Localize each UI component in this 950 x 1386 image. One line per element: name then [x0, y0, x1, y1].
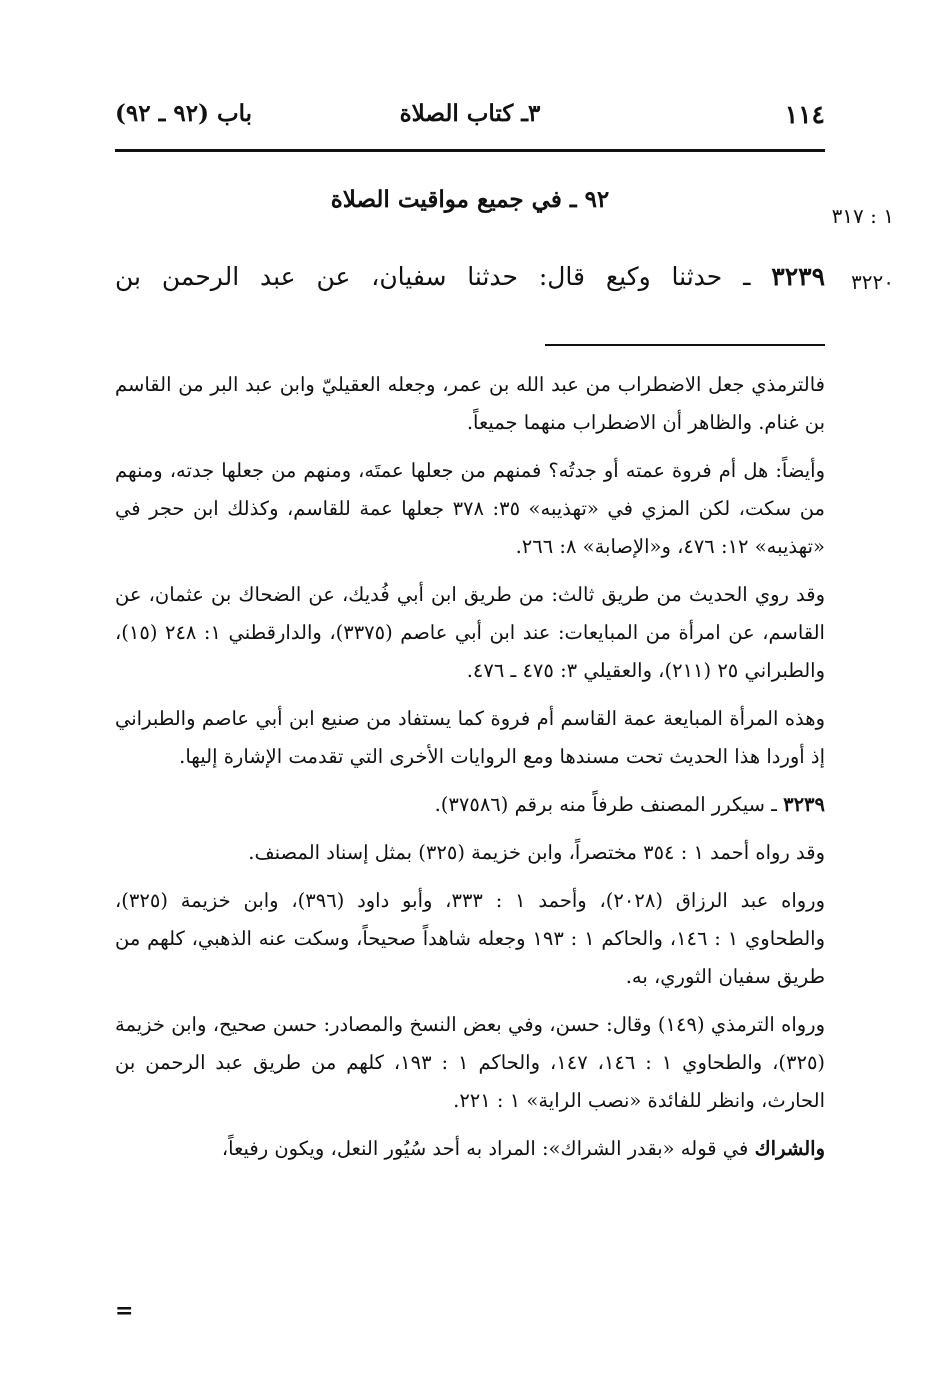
footnote-number: ٣٢٣٩: [783, 793, 825, 816]
footnote-paragraph: [115, 1130, 825, 1168]
footnote-lead-word: والشراك: [754, 1137, 825, 1160]
footnote-paragraph: وهذه المرأة المبايعة عمة القاسم أم فروة كما يستفاد من صنيع ابن أبي عاصم والطبراني إذ أوردا هذا الحديث تحت مسندها ومع الروايات الأخرى التي تقدمت الإشارة إليها.: [115, 707, 825, 768]
footnote-paragraph: فالترمذي جعل الاضطراب من عبد الله بن عمر، وجعله العقيليّ وابن عبد البر من القاسم بن غنام. والظاهر أن الاضطراب منهما جميعاً.: [115, 373, 825, 434]
hadith-text: [115, 262, 825, 291]
running-header: [115, 100, 825, 140]
footnote-paragraph: وأيضاً: هل أم فروة عمته أو جدتُه؟ فمنهم من جعلها عمتَه، ومنهم من جعلها جدته، ومنهم من سكت، لكن المزي في «تهذيبه» ٣٥: ٣٧٨ جعلها عمة للقاسم، وكذلك ابن حجر في «تهذيبه» ١٢: ٤٧٦، و«الإصابة» ٨: ٢٦٦.: [115, 459, 826, 558]
hadith-number: ٣٢٣٩: [771, 262, 825, 291]
footnote-paragraph: وقد رواه أحمد ١ : ٣٥٤ مختصراً، وابن خزيمة (٣٢٥) بمثل إسناد المصنف.: [248, 841, 825, 864]
chapter-heading: ٩٢ ـ في جميع مواقيت الصلاة: [330, 186, 610, 213]
footnotes: [115, 366, 825, 1178]
hadith-body: ـ حدثنا وكيع قال: حدثنا سفيان، عن عبد الرحمن بن: [115, 262, 751, 291]
page-number: ١١٤: [784, 100, 825, 129]
footnote-rule: [545, 344, 825, 346]
margin-reference-volume: ١ : ٣١٧: [831, 204, 894, 228]
book-title: ٣ـ كتاب الصلاة: [399, 100, 541, 127]
continuation-mark: =: [115, 1298, 134, 1324]
chapter-range: باب (٩٢ ـ ٩٢): [115, 100, 253, 127]
footnote-paragraph: ورواه عبد الرزاق (٢٠٢٨)، وأحمد ١ : ٣٣٣، وأبو داود (٣٩٦)، وابن خزيمة (٣٢٥)، والطحاوي ١ : ١٤٦، والحاكم ١ : ١٩٣ وجعله شاهداً صحيحاً، وسكت عنه الذهبي، كلهم من طريق سفيان الثوري، به.: [115, 889, 826, 988]
footnote-paragraph: ورواه الترمذي (١٤٩) وقال: حسن، وفي بعض النسخ والمصادر: حسن صحيح، وابن خزيمة (٣٢٥)، والطحاوي ١ : ١٤٦، ١٤٧، والحاكم ١ : ١٩٣، كلهم من طريق عبد الرحمن بن الحارث، وانظر للفائدة «نصب الراية» ١ : ٢٢١.: [115, 1013, 826, 1112]
footnote-text: ـ سيكرر المصنف طرفاً منه برقم (٣٧٥٨٦).: [434, 793, 784, 816]
header-rule: [115, 149, 825, 152]
footnote-text: في قوله «بقدر الشراك»: المراد به أحد سُيُور النعل، ويكون رفيعاً،: [221, 1137, 755, 1160]
footnote-paragraph: وقد روي الحديث من طريق ثالث: من طريق ابن أبي فُديك، عن الضحاك بن عثمان، عن القاسم، عن امرأة من المبايعات: عند ابن أبي عاصم (٣٣٧٥)، والدارقطني ١: ٢٤٨ (١٥)، والطبراني ٢٥ (٢١١)، والعقيلي ٣: ٤٧٥ ـ ٤٧٦.: [115, 583, 825, 682]
margin-reference-number: ٣٢٢٠: [851, 270, 894, 294]
footnote-paragraph: [115, 786, 825, 824]
